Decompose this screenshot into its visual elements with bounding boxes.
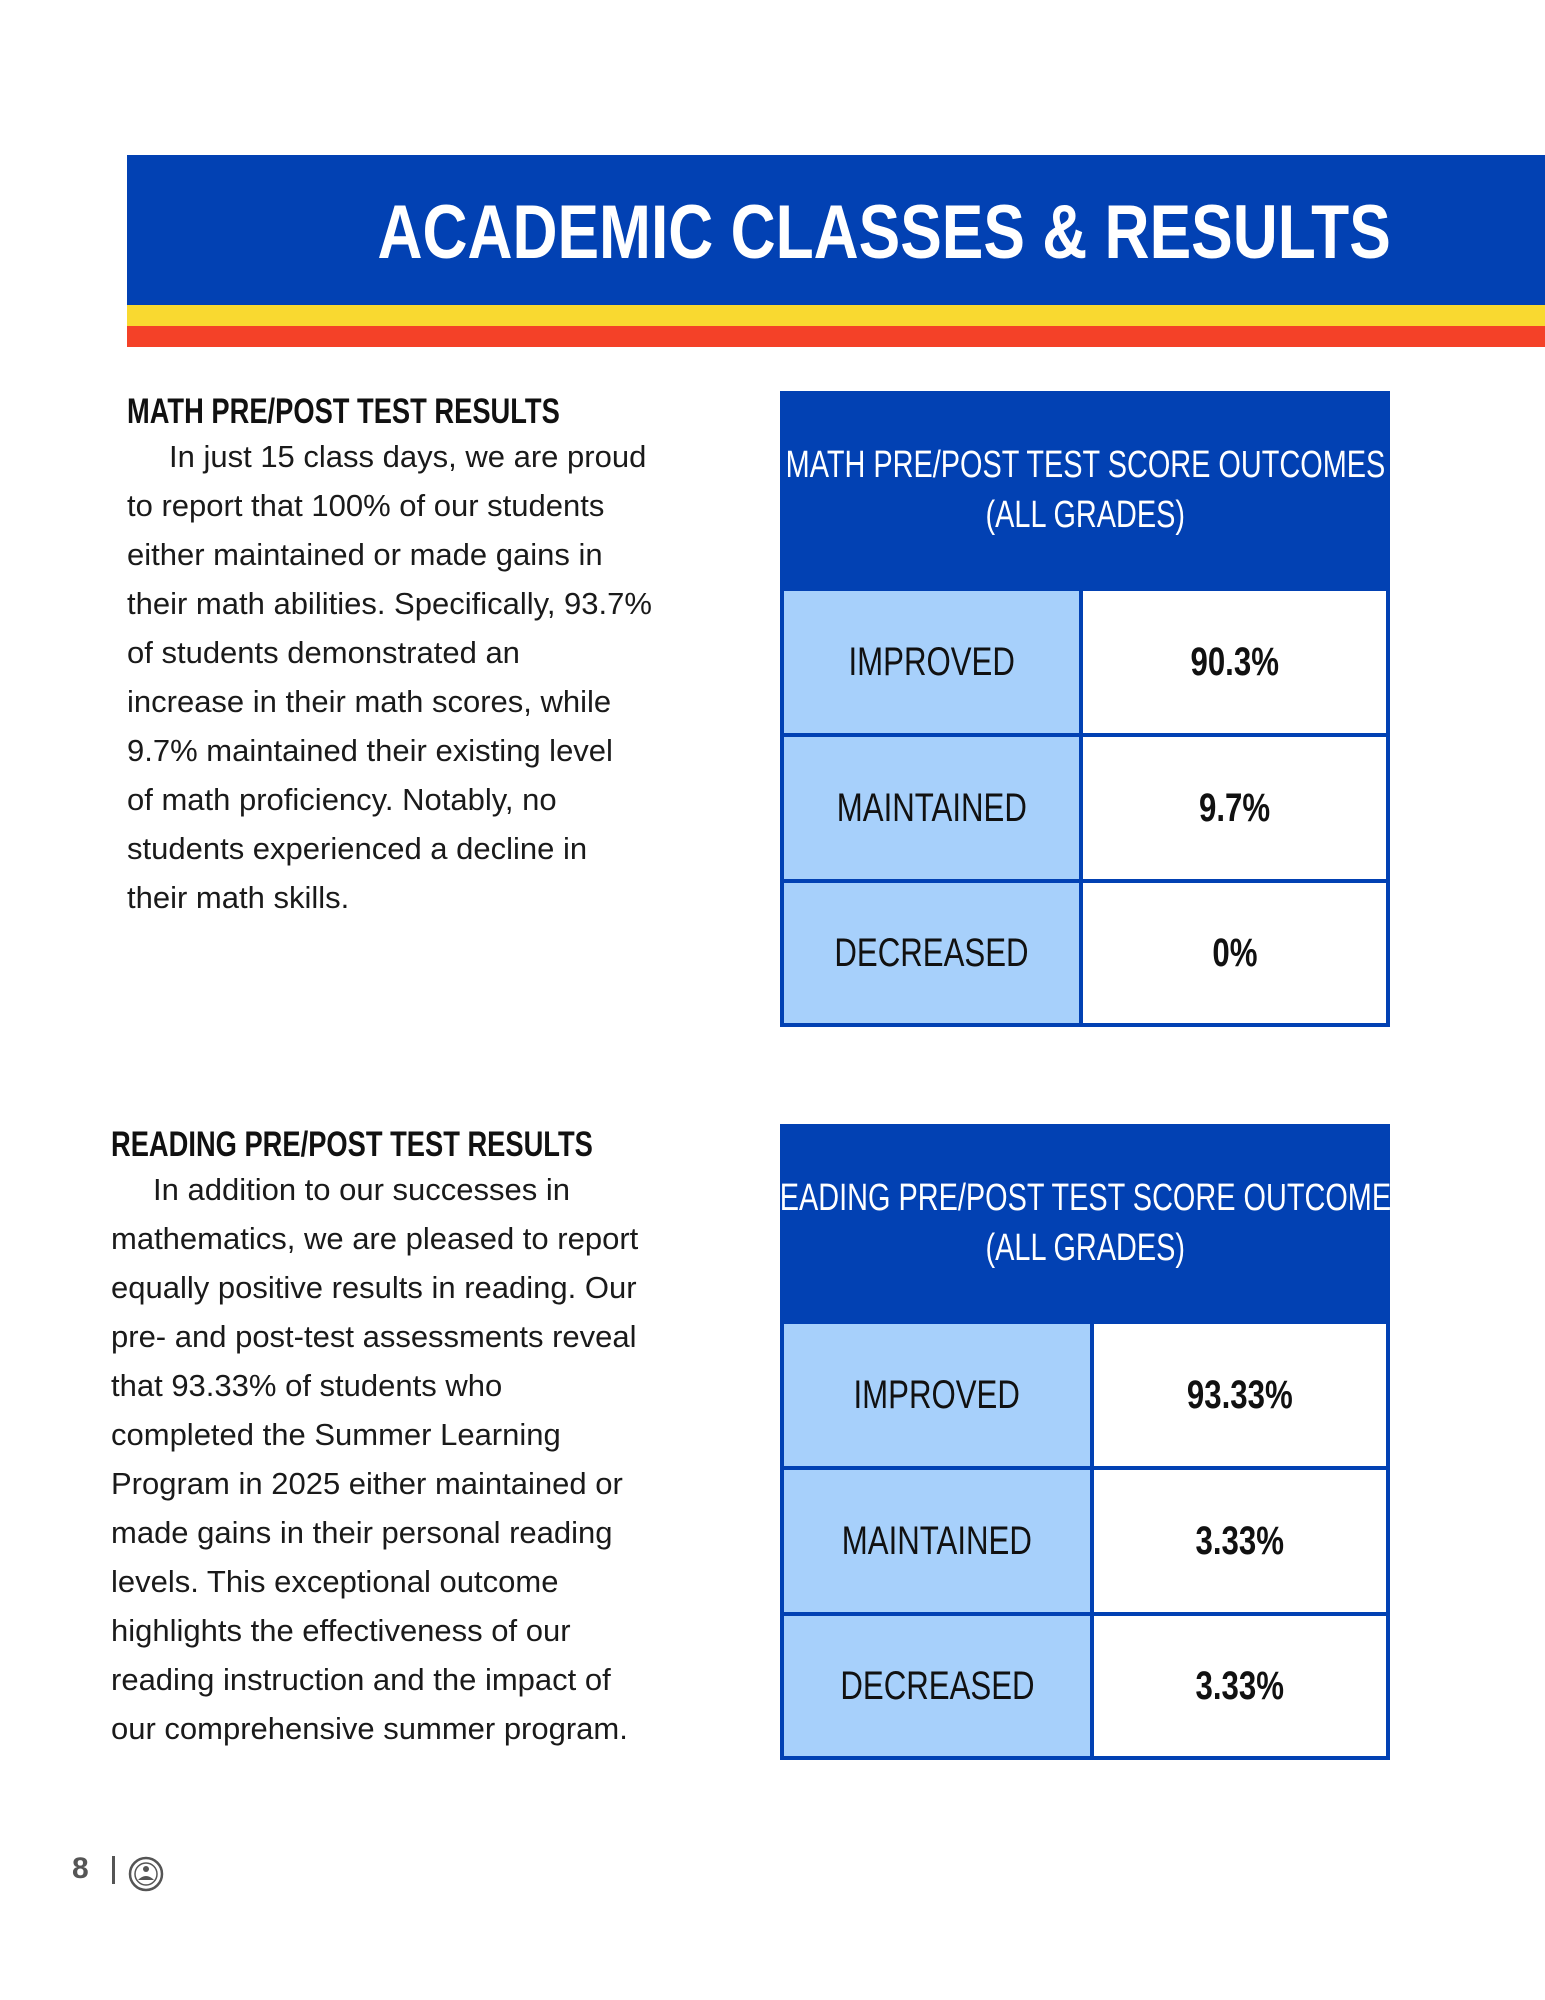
math-paragraph-line: their math skills. — [127, 880, 350, 915]
math-paragraph-line: increase in their math scores, while — [127, 684, 612, 719]
page-title: ACADEMIC CLASSES & RESULTS — [377, 190, 1391, 275]
math-table-header — [780, 391, 1390, 589]
header-banner — [127, 155, 1545, 347]
reading-paragraph-line: made gains in their personal reading — [111, 1515, 613, 1550]
reading-paragraph-line: our comprehensive summer program. — [111, 1711, 628, 1746]
math-paragraph-line: to report that 100% of our students — [127, 488, 605, 523]
organization-logo-icon — [128, 1856, 164, 1892]
math-paragraph-line: their math abilities. Specifically, 93.7% — [127, 586, 652, 621]
reading-paragraph-line: In addition to our successes in — [153, 1172, 571, 1207]
row-value-cell — [1092, 1614, 1390, 1760]
reading-paragraph-line: pre- and post-test assessments reveal — [111, 1319, 637, 1354]
row-label: IMPROVED — [853, 1373, 1021, 1417]
table-row — [780, 1614, 1390, 1760]
math-paragraph — [127, 432, 652, 922]
table-row — [780, 735, 1390, 881]
math-paragraph-line: In just 15 class days, we are proud — [169, 439, 647, 474]
row-label-cell — [780, 589, 1081, 735]
row-value: 93.33% — [1187, 1373, 1293, 1417]
reading-paragraph-line: completed the Summer Learning — [111, 1417, 561, 1452]
row-label: MAINTAINED — [841, 1519, 1033, 1563]
table-row — [780, 589, 1390, 735]
reading-paragraph-line: Program in 2025 either maintained or — [111, 1466, 623, 1501]
row-value: 3.33% — [1195, 1664, 1285, 1708]
row-value-cell — [1081, 881, 1390, 1027]
row-value: 90.3% — [1190, 640, 1279, 684]
reading-table-subtitle: (ALL GRADES) — [985, 1227, 1185, 1269]
reading-table-title: READING PRE/POST TEST SCORE OUTCOMES — [759, 1177, 1411, 1219]
math-table-subtitle: (ALL GRADES) — [985, 494, 1185, 536]
banner-yellow-stripe — [127, 305, 1545, 326]
reading-paragraph-line: reading instruction and the impact of — [111, 1662, 611, 1697]
table-row — [780, 1322, 1390, 1468]
footer-divider — [112, 1856, 115, 1884]
math-paragraph-line: students experienced a decline in — [127, 831, 588, 866]
reading-paragraph-line: that 93.33% of students who — [111, 1368, 503, 1403]
math-outcomes-table — [780, 391, 1390, 1027]
banner-red-stripe — [127, 326, 1545, 347]
row-value-cell — [1092, 1322, 1390, 1468]
row-value: 3.33% — [1195, 1519, 1285, 1563]
math-table-title: MATH PRE/POST TEST SCORE OUTCOMES — [785, 444, 1385, 486]
row-label: DECREASED — [839, 1664, 1035, 1708]
row-label: IMPROVED — [848, 640, 1015, 684]
row-label-cell — [780, 881, 1081, 1027]
reading-paragraph-line: highlights the effectiveness of our — [111, 1613, 571, 1648]
reading-paragraph-line: equally positive results in reading. Our — [111, 1270, 637, 1305]
page-number: 8 — [72, 1852, 89, 1885]
row-label: MAINTAINED — [836, 786, 1027, 830]
row-value-cell — [1081, 589, 1390, 735]
reading-paragraph-line: levels. This exceptional outcome — [111, 1564, 559, 1599]
reading-section-heading: READING PRE/POST TEST RESULTS — [111, 1125, 593, 1164]
math-paragraph-line: 9.7% maintained their existing level — [127, 733, 613, 768]
math-paragraph-line: either maintained or made gains in — [127, 537, 603, 572]
math-section-heading: MATH PRE/POST TEST RESULTS — [127, 392, 560, 431]
row-label-cell — [780, 1468, 1092, 1614]
reading-paragraph — [111, 1165, 638, 1753]
math-paragraph-line: of math proficiency. Notably, no — [127, 782, 557, 817]
math-paragraph-line: of students demonstrated an — [127, 635, 520, 670]
table-row — [780, 881, 1390, 1027]
row-label-cell — [780, 1614, 1092, 1760]
row-label-cell — [780, 1322, 1092, 1468]
row-label-cell — [780, 735, 1081, 881]
row-value: 0% — [1211, 931, 1258, 975]
reading-outcomes-table — [759, 1124, 1411, 1760]
table-row — [780, 1468, 1390, 1614]
row-label: DECREASED — [834, 931, 1029, 975]
row-value: 9.7% — [1198, 786, 1271, 830]
reading-paragraph-line: mathematics, we are pleased to report — [111, 1221, 639, 1256]
row-value-cell — [1092, 1468, 1390, 1614]
reading-table-header — [759, 1124, 1411, 1322]
row-value-cell — [1081, 735, 1390, 881]
